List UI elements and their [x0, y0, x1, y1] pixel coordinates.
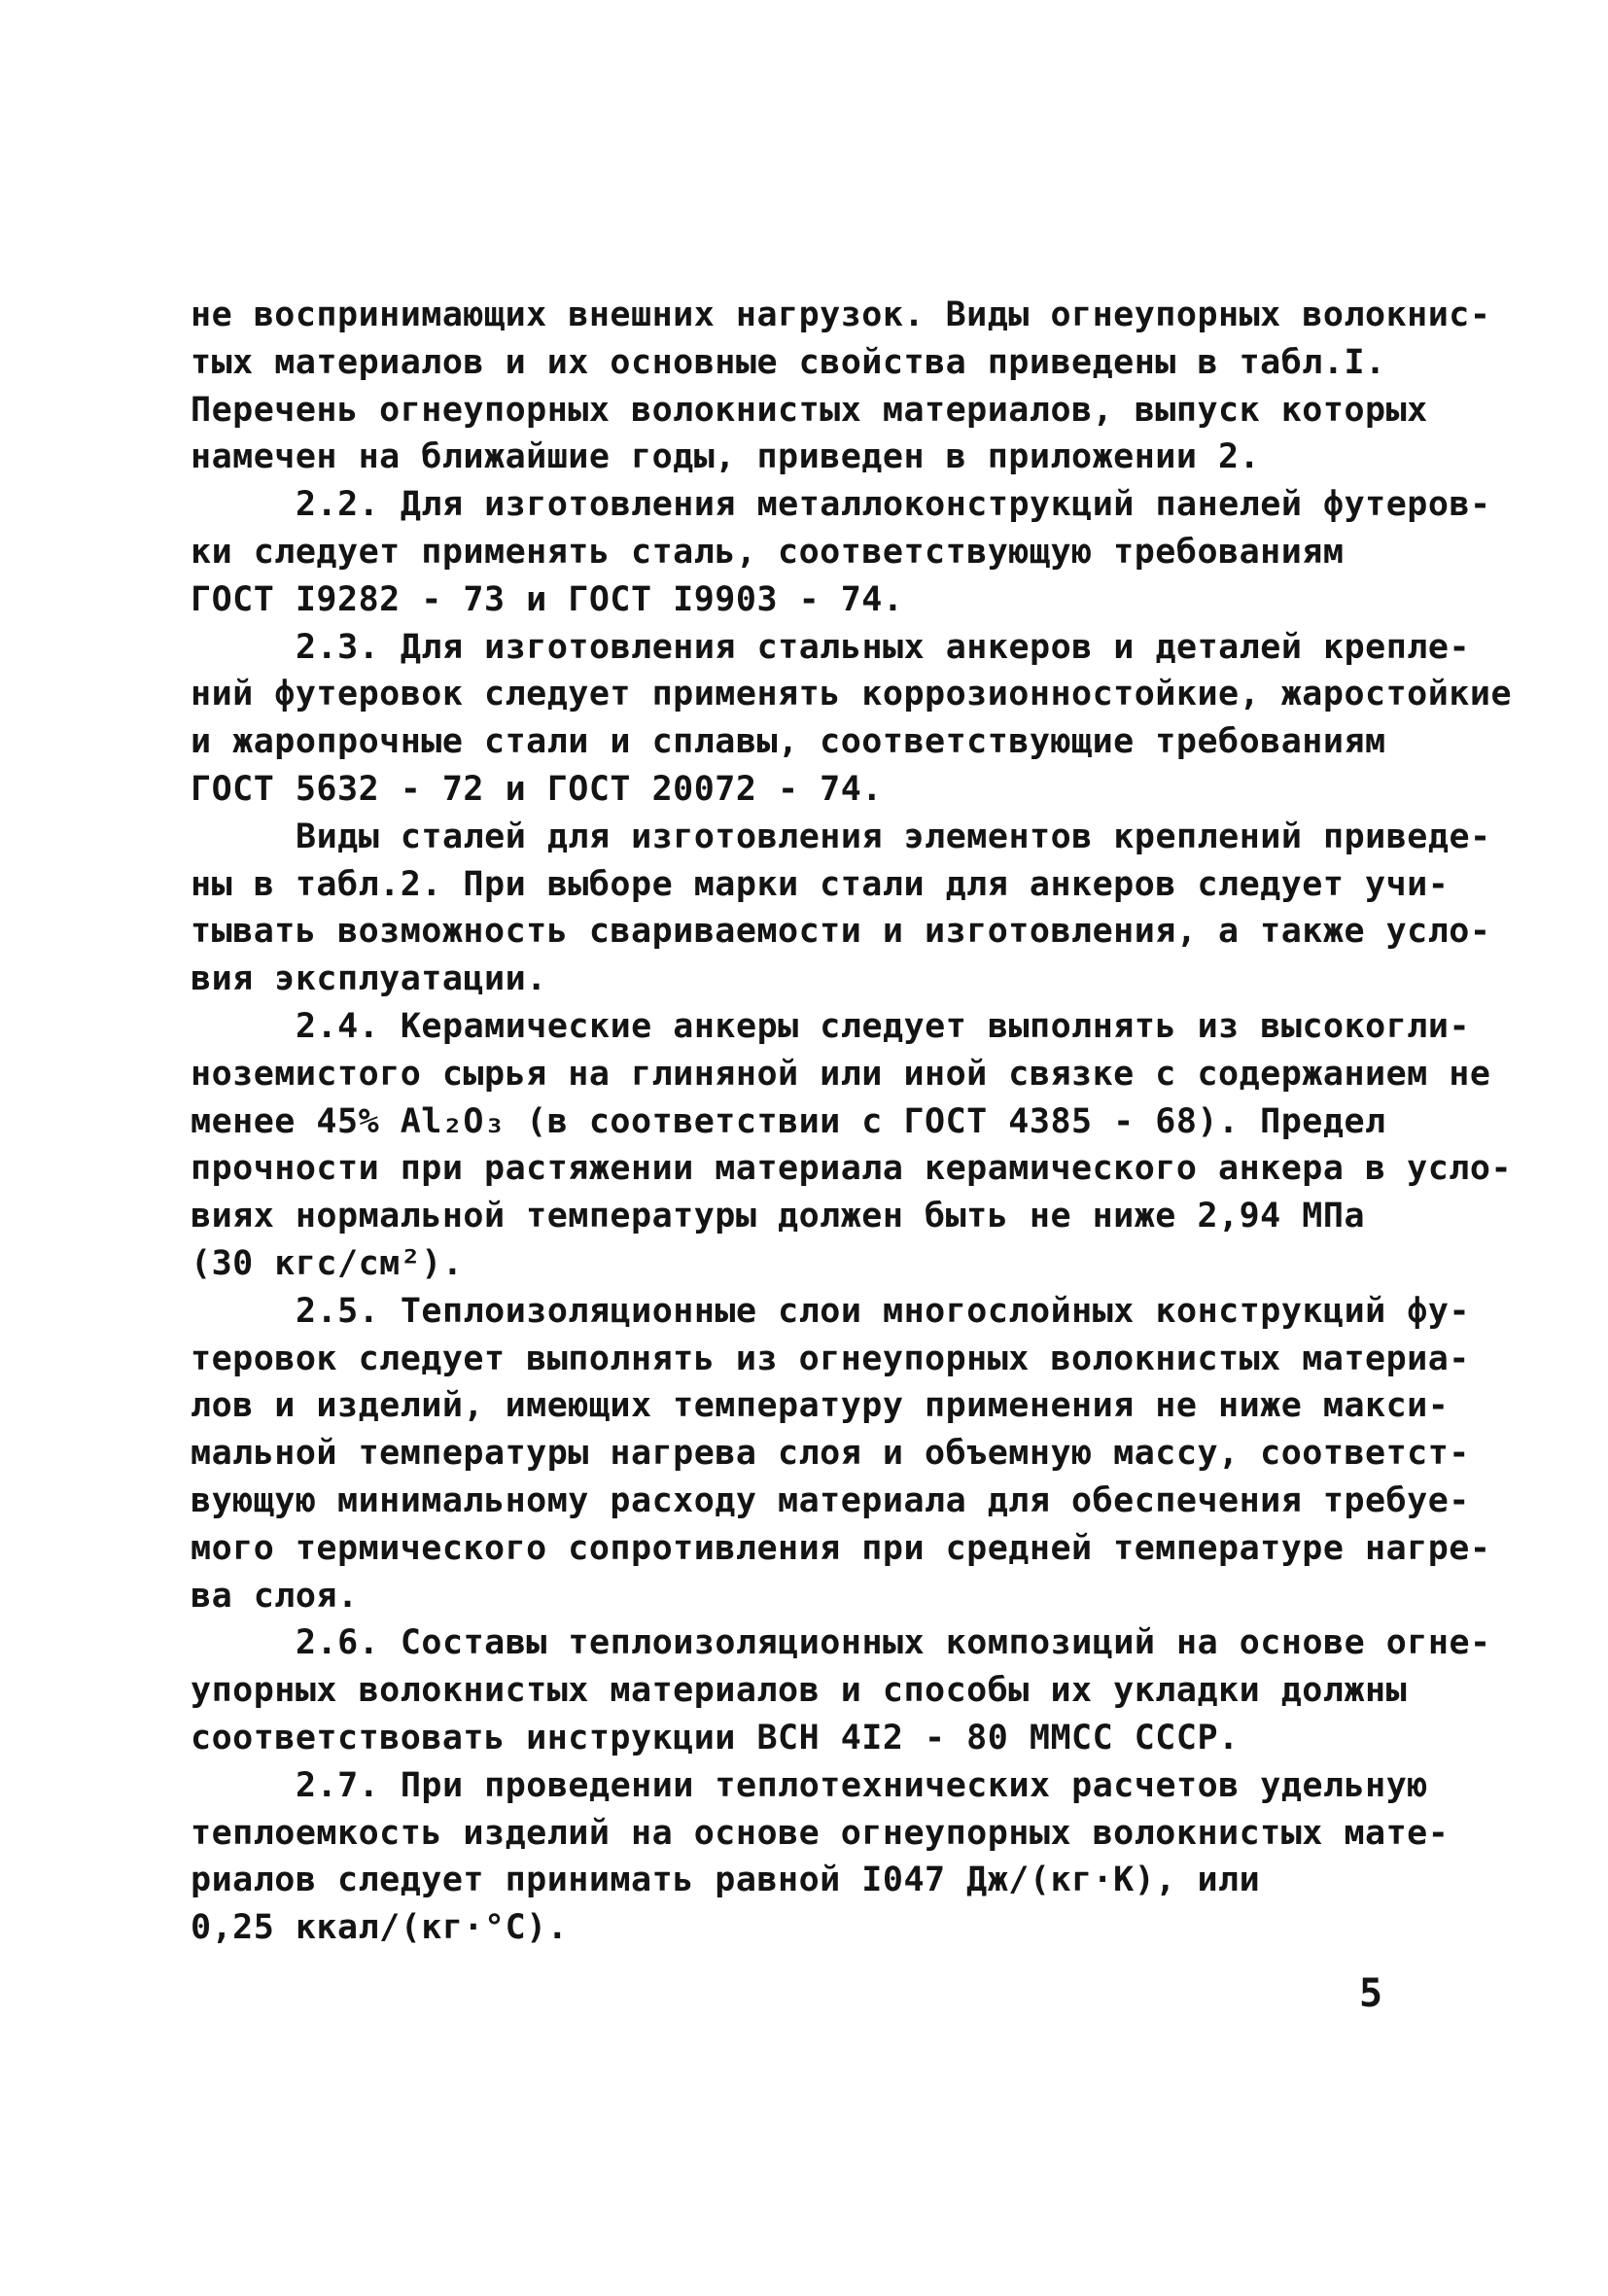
text-line: соответствовать инструкции ВСН 4I2 - 80 ММСС СССР. [191, 1718, 1240, 1757]
text-line: ки следует применять сталь, соответствующую требованиям [191, 532, 1345, 572]
text-line: ва слоя. [191, 1576, 359, 1616]
text-line: намечен на ближайшие годы, приведен в приложении 2. [191, 437, 1261, 477]
text-line: 2.7. При проведении теплотехнических расчетов удельную [296, 1765, 1428, 1805]
text-line: 0,25 ккал/(кг·°С). [191, 1908, 569, 1948]
text-line: (30 кгс/см²). [191, 1243, 464, 1283]
text-line: мого термического сопротивления при средней температуре нагре- [191, 1528, 1491, 1568]
body-text [191, 292, 1513, 1952]
text-line: ны в табл.2. При выборе марки стали для анкеров следует учи- [191, 864, 1450, 904]
text-line: ноземистого сырья на глиняной или иной связке с содержанием не [191, 1054, 1491, 1094]
text-line: менее 45% Al₂O₃ (в соответствии с ГОСТ 4385 - 68). Предел [191, 1101, 1386, 1141]
text-line: теровок следует выполнять из огнеупорных волокнистых материа- [191, 1339, 1470, 1378]
text-line: ГОСТ I9282 - 73 и ГОСТ I9903 - 74. [191, 579, 904, 619]
text-line: лов и изделий, имеющих температуру применения не ниже макси- [191, 1386, 1450, 1426]
text-line: 2.2. Для изготовления металлоконструкций панелей футеров- [296, 485, 1491, 525]
text-line: вия эксплуатации. [191, 959, 547, 999]
text-line: мальной температуры нагрева слоя и объемную массу, соответст- [191, 1434, 1470, 1474]
text-line: тых материалов и их основные свойства приведены в табл.I. [191, 342, 1386, 382]
page-number: 5 [1359, 1971, 1383, 2016]
text-line: вующую минимальному расходу материала для обеспечения требуе- [191, 1480, 1470, 1520]
text-line: упорных волокнистых материалов и способы их укладки должны [191, 1671, 1408, 1711]
text-line: ГОСТ 5632 - 72 и ГОСТ 20072 - 74. [191, 769, 883, 809]
text-line: виях нормальной температуры должен быть не ниже 2,94 МПа [191, 1197, 1366, 1236]
text-line: Перечень огнеупорных волокнистых материалов, выпуск которых [191, 390, 1428, 430]
text-line: тывать возможность свариваемости и изготовления, а также усло- [191, 912, 1491, 952]
text-line: 2.6. Составы теплоизоляционных композиций на основе огне- [296, 1623, 1491, 1663]
text-line: Виды сталей для изготовления элементов креплений приведе- [296, 817, 1491, 856]
text-line: 2.5. Теплоизоляционные слои многослойных конструкций фу- [296, 1291, 1471, 1331]
text-line: 2.4. Керамические анкеры следует выполнять из высокогли- [296, 1006, 1471, 1046]
text-line: теплоемкость изделий на основе огнеупорных волокнистых мате- [191, 1813, 1450, 1853]
text-line: и жаропрочные стали и сплавы, соответствующие требованиям [191, 722, 1386, 762]
text-line: ний футеровок следует применять коррозионностойкие, жаростойкие [191, 675, 1513, 714]
text-line: прочности при растяжении материала керамического анкера в усло- [191, 1149, 1513, 1189]
text-line: 2.3. Для изготовления стальных анкеров и деталей крепле- [296, 627, 1471, 667]
text-line: риалов следует принимать равной I047 Дж/(кг·К), или [191, 1861, 1261, 1900]
text-line: не воспринимающих внешних нагрузок. Виды огнеупорных волокнис- [191, 296, 1491, 334]
